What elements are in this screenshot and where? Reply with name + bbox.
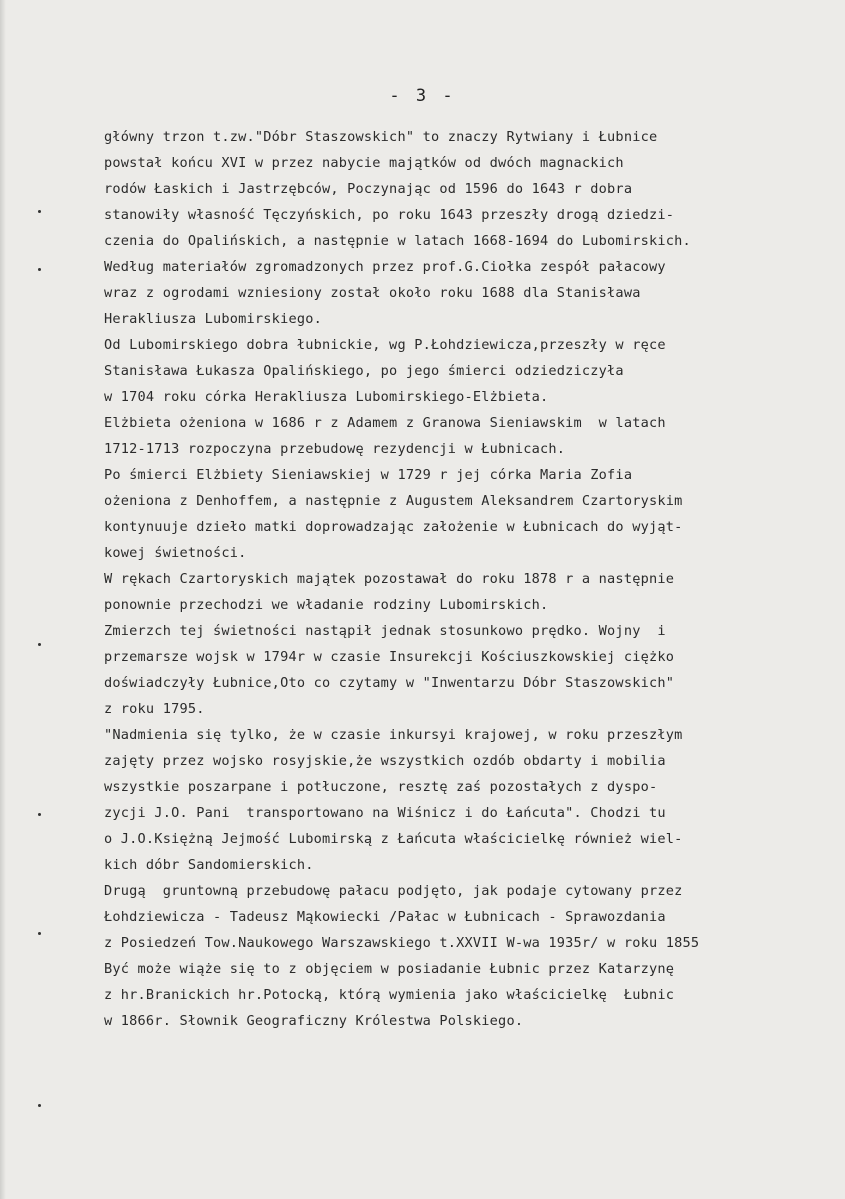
text-line: wraz z ogrodami wzniesiony został około roku 1688 dla Stanisława [104, 285, 641, 301]
margin-mark-3 [38, 643, 41, 646]
text-line: Herakliusza Lubomirskiego. [104, 311, 322, 327]
text-line: kontynuuje dzieło matki doprowadzając założenie w Łubnicach do wyjąt- [104, 519, 683, 535]
text-line: przemarsze wojsk w 1794r w czasie Insurekcji Kościuszkowskiej ciężko [104, 649, 675, 665]
text-line: Po śmierci Elżbiety Sieniawskiej w 1729 r jej córka Maria Zofia [104, 467, 633, 483]
text-line: zycji J.O. Pani transportowano na Wiśnicz i do Łańcuta". Chodzi tu [104, 805, 666, 821]
body-text [104, 124, 834, 1034]
text-line: rodów Łaskich i Jastrzębców, Poczynając od 1596 do 1643 r dobra [104, 181, 633, 197]
text-line: 1712-1713 rozpoczyna przebudowę rezydencji w Łubnicach. [104, 441, 566, 457]
text-line: ożeniona z Denhoffem, a następnie z Augustem Aleksandrem Czartoryskim [104, 493, 683, 509]
text-line: powstał końcu XVI w przez nabycie majątków od dwóch magnackich [104, 155, 624, 171]
text-line: o J.O.Księżną Jejmość Lubomirską z Łańcuta właścicielkę również wiel- [104, 831, 683, 847]
page-edge-shadow [0, 0, 6, 1199]
text-line: Elżbieta ożeniona w 1686 r z Adamem z Granowa Sieniawskim w latach [104, 415, 666, 431]
text-line: Zmierzch tej świetności nastąpił jednak stosunkowo prędko. Wojny i [104, 623, 666, 639]
margin-mark-4 [38, 813, 41, 816]
text-line: z hr.Branickich hr.Potocką, którą wymienia jako właścicielkę Łubnic [104, 987, 675, 1003]
text-line: stanowiły własność Tęczyńskich, po roku 1643 przeszły drogą dziedzi- [104, 207, 675, 223]
page-number: - 3 - [389, 86, 456, 106]
text-line: "Nadmienia się tylko, że w czasie inkursyi krajowej, w roku przeszłym [104, 727, 683, 743]
text-line: ponownie przechodzi we władanie rodziny Lubomirskich. [104, 597, 549, 613]
text-line: czenia do Opalińskich, a następnie w latach 1668-1694 do Lubomirskich. [104, 233, 691, 249]
margin-mark-6 [38, 1104, 41, 1107]
text-line: w 1704 roku córka Herakliusza Lubomirskiego-Elżbieta. [104, 389, 549, 405]
text-line: wszystkie poszarpane i potłuczone, resztę zaś pozostałych z dyspo- [104, 779, 658, 795]
text-line: główny trzon t.zw."Dóbr Staszowskich" to znaczy Rytwiany i Łubnice [104, 129, 658, 145]
text-line: kich dóbr Sandomierskich. [104, 857, 314, 873]
margin-mark-5 [38, 932, 41, 935]
text-line: zajęty przez wojsko rosyjskie,że wszystkich ozdób obdarty i mobilia [104, 753, 666, 769]
text-line: z Posiedzeń Tow.Naukowego Warszawskiego t.XXVII W-wa 1935r/ w roku 1855 [104, 935, 700, 951]
text-line: doświadczyły Łubnice,Oto co czytamy w "Inwentarzu Dóbr Staszowskich" [104, 675, 675, 691]
text-line: W rękach Czartoryskich majątek pozostawał do roku 1878 r a następnie [104, 571, 675, 587]
text-line: Być może wiąże się to z objęciem w posiadanie Łubnic przez Katarzynę [104, 961, 675, 977]
text-line: Drugą gruntowną przebudowę pałacu podjęto, jak podaje cytowany przez [104, 883, 683, 899]
text-line: w 1866r. Słownik Geograficzny Królestwa Polskiego. [104, 1013, 524, 1029]
margin-mark-1 [38, 210, 41, 213]
margin-mark-2 [38, 268, 41, 271]
text-line: Łohdziewicza - Tadeusz Mąkowiecki /Pałac w Łubnicach - Sprawozdania [104, 909, 666, 925]
text-line: Od Lubomirskiego dobra łubnickie, wg P.Łohdziewicza,przeszły w ręce [104, 337, 666, 353]
text-line: Stanisława Łukasza Opalińskiego, po jego śmierci odziedziczyła [104, 363, 624, 379]
text-line: kowej świetności. [104, 545, 247, 561]
text-line: z roku 1795. [104, 701, 205, 717]
text-line: Według materiałów zgromadzonych przez prof.G.Ciołka zespół pałacowy [104, 259, 666, 275]
